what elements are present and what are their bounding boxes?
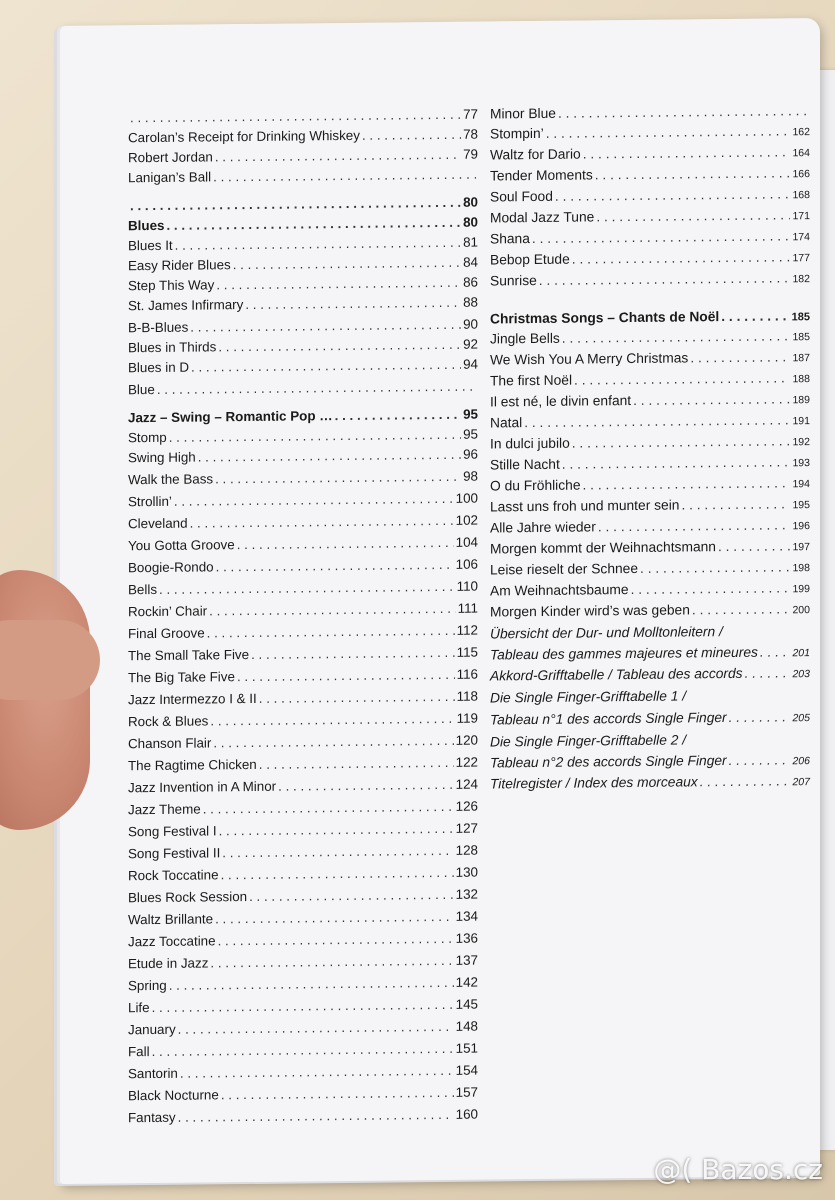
dot-leader [562, 454, 791, 471]
book-page [60, 18, 820, 1184]
dot-leader [178, 1107, 454, 1125]
entry-page-number: 148 [455, 1018, 478, 1034]
dot-leader [729, 752, 791, 768]
entry-title: Die Single Finger-Grifftabelle 2 / [490, 732, 687, 750]
entry-title: Fantasy [128, 1109, 176, 1126]
contents-entry [490, 181, 810, 204]
entry-page-number: 154 [455, 1062, 478, 1078]
entry-title: Blues Rock Session [128, 889, 248, 906]
entry-page-number: 77 [463, 106, 478, 122]
entry-page-number: 116 [456, 666, 478, 682]
entry-title: Fall [128, 1044, 150, 1060]
entry-page-number: 95 [463, 426, 478, 442]
entry-page-number: 130 [455, 864, 478, 880]
entry-page-number: 203 [792, 668, 810, 681]
dot-leader [692, 601, 791, 617]
entry-title: Jazz – Swing – Romantic Pop … [128, 408, 333, 426]
contents-entry [128, 352, 478, 376]
contents-entry [490, 660, 810, 683]
contents-entry [490, 428, 810, 451]
dot-leader [215, 909, 454, 926]
entry-title: B-B-Blues [128, 319, 189, 336]
dot-leader [595, 165, 791, 182]
entry-page-number: 127 [455, 820, 478, 836]
contents-entry [128, 794, 478, 818]
contents-entry [490, 265, 810, 288]
dot-leader [213, 733, 453, 751]
contents-entry [128, 596, 478, 620]
contents-entry [490, 407, 810, 430]
entry-page-number: 118 [456, 688, 478, 704]
entry-title: Spring [128, 977, 167, 994]
contents-entry [490, 512, 810, 535]
entry-page-number: 207 [792, 776, 810, 789]
entry-page-number: 193 [792, 457, 810, 470]
entry-title: Blues It [128, 237, 173, 254]
dot-leader [596, 207, 790, 224]
contents-entry [128, 486, 478, 510]
contents-entry [128, 706, 478, 730]
entry-page-number: 92 [463, 336, 478, 352]
entry-title: In dulci jubilo [490, 435, 570, 452]
entry-title: Soul Food [490, 188, 553, 205]
contents-entry [128, 772, 478, 796]
dot-leader [718, 538, 791, 554]
entry-page-number: 78 [463, 126, 478, 142]
contents-entry [490, 491, 810, 514]
entry-title: Strollin’ [128, 493, 172, 510]
dot-leader [207, 623, 455, 641]
entry-page-number: 128 [455, 842, 478, 858]
entry-title: Christmas Songs – Chants de Noël [490, 309, 720, 327]
dot-leader [209, 601, 456, 619]
entry-title: Stille Nacht [490, 456, 560, 473]
contents-entry [128, 904, 478, 928]
entry-title: Chanson Flair [128, 735, 212, 752]
contents-entry [128, 618, 478, 642]
contents-entry [490, 118, 810, 141]
dot-leader [190, 513, 454, 531]
entry-page-number: 111 [457, 600, 478, 616]
dot-leader [700, 773, 791, 789]
dot-leader [245, 295, 461, 312]
entry-title: Rockin’ Chair [128, 603, 208, 620]
contents-entry [128, 1036, 478, 1060]
contents-entry [128, 530, 478, 554]
dot-leader [210, 711, 454, 729]
entry-title: Blues in Thirds [128, 339, 217, 356]
entry-title: Robert Jordan [128, 149, 213, 166]
contents-entry [490, 344, 810, 367]
entry-title: Lasst uns froh und munter sein [490, 497, 680, 515]
entry-page-number: 104 [455, 534, 478, 550]
entry-page-number: 145 [455, 996, 478, 1012]
entry-page-number: 119 [456, 710, 478, 726]
dot-leader [169, 975, 454, 993]
dot-leader [572, 433, 791, 450]
contents-entry [490, 244, 810, 267]
entry-title: Easy Rider Blues [128, 257, 231, 274]
dot-leader [631, 580, 791, 597]
dot-leader [219, 821, 454, 838]
entry-title: Black Nocturne [128, 1087, 219, 1104]
dot-leader [539, 270, 791, 288]
contents-entry [490, 223, 810, 246]
entry-page-number: 194 [792, 478, 810, 491]
entry-page-number: 191 [792, 415, 810, 428]
contents-entry [490, 139, 810, 162]
contents-entry [128, 838, 478, 862]
entry-title: The Big Take Five [128, 669, 235, 686]
entry-page-number: 166 [792, 168, 810, 181]
dot-leader [213, 167, 476, 185]
entry-title: Cleveland [128, 515, 188, 532]
dot-leader [152, 997, 454, 1015]
dot-leader [729, 709, 791, 725]
contents-entry [490, 449, 810, 472]
entry-page-number: 80 [463, 194, 478, 210]
contents-entry [490, 365, 810, 388]
entry-page-number: 81 [463, 234, 478, 250]
entry-title: Final Groove [128, 625, 205, 642]
contents-entry [128, 464, 478, 488]
entry-page-number: 94 [463, 356, 478, 372]
contents-entry [490, 386, 810, 409]
entry-page-number: 115 [456, 644, 478, 660]
entry-title: Carolan’s Receipt for Drinking Whiskey [128, 127, 360, 146]
entry-title: The Ragtime Chicken [128, 756, 257, 774]
dot-leader [690, 349, 790, 365]
entry-title: Tableau n°1 des accords Single Finger [490, 709, 727, 728]
entry-page-number: 187 [792, 352, 810, 365]
entry-title: Rock & Blues [128, 713, 209, 730]
contents-entry [128, 728, 478, 752]
dot-leader [572, 249, 791, 266]
contents-entry [128, 860, 478, 884]
entry-title: The first Noël [490, 372, 573, 389]
dot-leader [745, 665, 791, 680]
dot-leader [216, 557, 454, 574]
entry-title: O du Fröhliche [490, 477, 581, 494]
entry-page-number: 205 [792, 712, 810, 725]
dot-leader [278, 777, 454, 794]
entry-page-number: 197 [792, 541, 810, 554]
entry-title: Sunrise [490, 272, 537, 289]
dot-leader [210, 953, 453, 971]
dot-leader [546, 123, 791, 141]
contents-entry [128, 816, 478, 840]
dot-leader [221, 1085, 454, 1102]
dot-leader [583, 475, 791, 492]
entry-title: Leise rieselt der Schnee [490, 560, 639, 578]
entry-title: Stomp [128, 429, 167, 446]
dot-leader [251, 645, 455, 662]
entry-page-number: 177 [792, 252, 810, 265]
dot-leader [555, 186, 791, 203]
entry-title: Jazz Intermezzo I & II [128, 690, 257, 708]
entry-title: Blues in D [128, 359, 190, 376]
dot-leader [598, 517, 791, 534]
watermark: @( Bazos.cz [653, 1153, 823, 1186]
entry-page-number: 164 [792, 147, 810, 160]
entry-title: Stompin’ [490, 125, 544, 142]
dot-leader [562, 328, 791, 345]
entry-page-number: 120 [455, 732, 478, 748]
contents-entry [490, 323, 810, 346]
entry-page-number: 192 [792, 436, 810, 449]
entry-title: Blues [128, 217, 165, 234]
contents-entry [128, 750, 478, 774]
entry-page-number: 88 [463, 294, 478, 310]
contents-entry [128, 948, 478, 972]
dot-leader [218, 931, 454, 948]
entry-page-number: 198 [792, 562, 810, 575]
entry-page-number: 189 [792, 394, 810, 407]
dot-leader [198, 447, 461, 465]
dot-leader [203, 799, 454, 817]
entry-title: Walk the Bass [128, 471, 214, 488]
entry-title: Morgen kommt der Weihnachtsmann [490, 539, 716, 557]
dot-leader [221, 865, 454, 882]
entry-page-number: 171 [792, 210, 810, 223]
entry-page-number: 80 [463, 214, 478, 230]
entry-title: Song Festival II [128, 845, 221, 862]
entry-title: Il est né, le divin enfant [490, 392, 632, 410]
entry-title: Rock Toccatine [128, 867, 219, 884]
dot-leader [760, 644, 791, 659]
entry-title: Blue [128, 381, 155, 398]
entry-title: You Gotta Groove [128, 537, 235, 554]
contents-entry [128, 374, 478, 398]
entry-page-number: 162 [792, 126, 810, 139]
entry-title: January [128, 1021, 176, 1038]
dot-leader [574, 370, 790, 387]
entry-page-number: 160 [455, 1106, 478, 1122]
dot-leader [721, 308, 789, 324]
dot-leader [633, 391, 790, 408]
entry-page-number: 196 [792, 520, 810, 533]
entry-title: Shana [490, 231, 530, 247]
contents-entry [128, 574, 478, 598]
entry-page-number: 182 [792, 273, 810, 286]
hand [0, 570, 90, 830]
dot-leader [681, 496, 790, 512]
contents-entry [490, 470, 810, 493]
dot-leader [583, 144, 791, 161]
entry-page-number: 168 [792, 189, 810, 202]
entry-page-number: 185 [792, 331, 810, 344]
dot-leader [532, 228, 791, 246]
entry-page-number: 188 [792, 373, 810, 386]
entry-title: Am Weihnachtsbaume [490, 582, 629, 599]
contents-entry [490, 575, 810, 598]
dot-leader [152, 1041, 454, 1059]
contents-entry [490, 554, 810, 577]
dot-leader [180, 1063, 454, 1081]
contents-entry [490, 618, 810, 641]
contents-entry [128, 882, 478, 906]
entry-title: Alle Jahre wieder [490, 519, 596, 536]
entry-title: Boogie-Rondo [128, 559, 214, 576]
entry-title: Modal Jazz Tune [490, 209, 595, 226]
contents-entry [490, 726, 810, 749]
contents-entry [128, 684, 478, 708]
entry-title: St. James Infirmary [128, 297, 244, 314]
entry-page-number: 112 [456, 622, 478, 638]
entry-page-number: 110 [456, 578, 478, 594]
contents-entry [490, 596, 810, 619]
contents-entry [128, 442, 478, 466]
entry-page-number: 90 [463, 316, 478, 332]
contents-entry [490, 160, 810, 183]
entry-page-number: 132 [455, 886, 478, 902]
contents-entry [128, 290, 478, 314]
entry-page-number: 102 [455, 512, 478, 528]
entry-page-number: 126 [455, 798, 478, 814]
entry-title: The Small Take Five [128, 646, 250, 664]
contents-entry [490, 202, 810, 225]
entry-title: Waltz Brillante [128, 911, 214, 928]
contents-entry [490, 639, 810, 662]
entry-page-number: 124 [455, 776, 478, 792]
entry-title: Santorin [128, 1065, 178, 1082]
contents-entry [128, 992, 478, 1016]
dot-leader [362, 127, 461, 143]
entry-page-number: 106 [455, 556, 478, 572]
contents-entry [128, 508, 478, 532]
entry-page-number: 206 [792, 755, 810, 768]
entry-page-number: 185 [791, 311, 810, 324]
entry-title: Die Single Finger-Grifftabelle 1 / [490, 688, 687, 706]
dot-leader [191, 357, 461, 375]
entry-page-number: 142 [455, 974, 478, 990]
dot-leader [249, 887, 454, 904]
dot-leader [174, 491, 454, 509]
contents-entry [490, 747, 810, 770]
dot-leader [157, 379, 476, 397]
entry-page-number: 201 [792, 647, 810, 660]
contents-entry [128, 662, 478, 686]
entry-title: Tender Moments [490, 167, 593, 184]
dot-leader [259, 689, 455, 706]
entry-page-number: 151 [455, 1040, 478, 1056]
entry-title: Song Festival I [128, 823, 217, 840]
contents-entry [490, 704, 810, 727]
entry-title: Swing High [128, 449, 196, 466]
dot-leader [159, 579, 455, 597]
entry-title: Bells [128, 581, 158, 598]
entry-title: Jazz Theme [128, 801, 201, 818]
entry-title: Übersicht der Dur- und Molltonleitern / [490, 624, 723, 642]
dot-leader [237, 667, 455, 684]
contents-entry [128, 552, 478, 576]
entry-title: Natal [490, 415, 523, 431]
entry-page-number: 157 [455, 1084, 478, 1100]
dot-leader [335, 407, 461, 423]
contents-entry [128, 1014, 478, 1038]
entry-page-number: 86 [463, 274, 478, 290]
entry-title: Tableau n°2 des accords Single Finger [490, 752, 727, 771]
dot-leader [237, 535, 454, 552]
entry-title: Etude in Jazz [128, 955, 209, 972]
entry-page-number: 100 [455, 490, 478, 506]
entry-page-number: 199 [792, 583, 810, 596]
entry-page-number: 137 [455, 952, 478, 968]
dot-leader [640, 559, 790, 576]
entry-page-number: 95 [463, 406, 478, 422]
entry-title: Tableau des gammes majeures et mineures [490, 644, 758, 663]
contents-entry [128, 1080, 478, 1104]
entry-page-number: 200 [792, 604, 810, 617]
entry-title: We Wish You A Merry Christmas [490, 350, 689, 368]
entry-title: Waltz for Dario [490, 146, 581, 163]
contents-entry [490, 533, 810, 556]
dot-leader [259, 755, 454, 772]
contents-entry [128, 640, 478, 664]
entry-title: Life [128, 1000, 150, 1016]
entry-page-number: 98 [463, 468, 478, 484]
entry-title: Lanigan’s Ball [128, 169, 212, 186]
entry-title: Jazz Invention in A Minor [128, 778, 277, 796]
entry-title: Bebop Etude [490, 251, 570, 268]
entry-page-number: 96 [463, 446, 478, 462]
contents-entry [128, 1058, 478, 1082]
dot-leader [524, 412, 790, 430]
contents-entry [490, 768, 810, 791]
entry-page-number: 136 [455, 930, 478, 946]
entry-title: Morgen Kinder wird’s was geben [490, 602, 690, 620]
entry-page-number: 195 [792, 499, 810, 512]
entry-page-number: 79 [463, 146, 478, 162]
entry-page-number: 122 [455, 754, 478, 770]
entry-title: Titelregister / Index des morceaux [490, 774, 698, 792]
contents-entry [128, 926, 478, 950]
entry-title: Jazz Toccatine [128, 933, 216, 950]
entry-page-number: 174 [792, 231, 810, 244]
thumb [0, 620, 100, 700]
contents-entry [128, 162, 478, 186]
contents-entry [128, 1102, 478, 1126]
dot-leader [222, 843, 453, 860]
contents-entry [490, 682, 810, 705]
entry-title: Akkord-Grifftabelle / Tableau des accords [490, 665, 743, 684]
entry-title: Minor Blue [490, 105, 556, 122]
contents-entry [128, 970, 478, 994]
entry-title: Step This Way [128, 277, 215, 294]
entry-page-number: 84 [463, 254, 478, 270]
dot-leader [178, 1019, 454, 1037]
entry-title: Jingle Bells [490, 330, 560, 347]
entry-page-number: 134 [455, 908, 478, 924]
dot-leader [215, 469, 461, 487]
